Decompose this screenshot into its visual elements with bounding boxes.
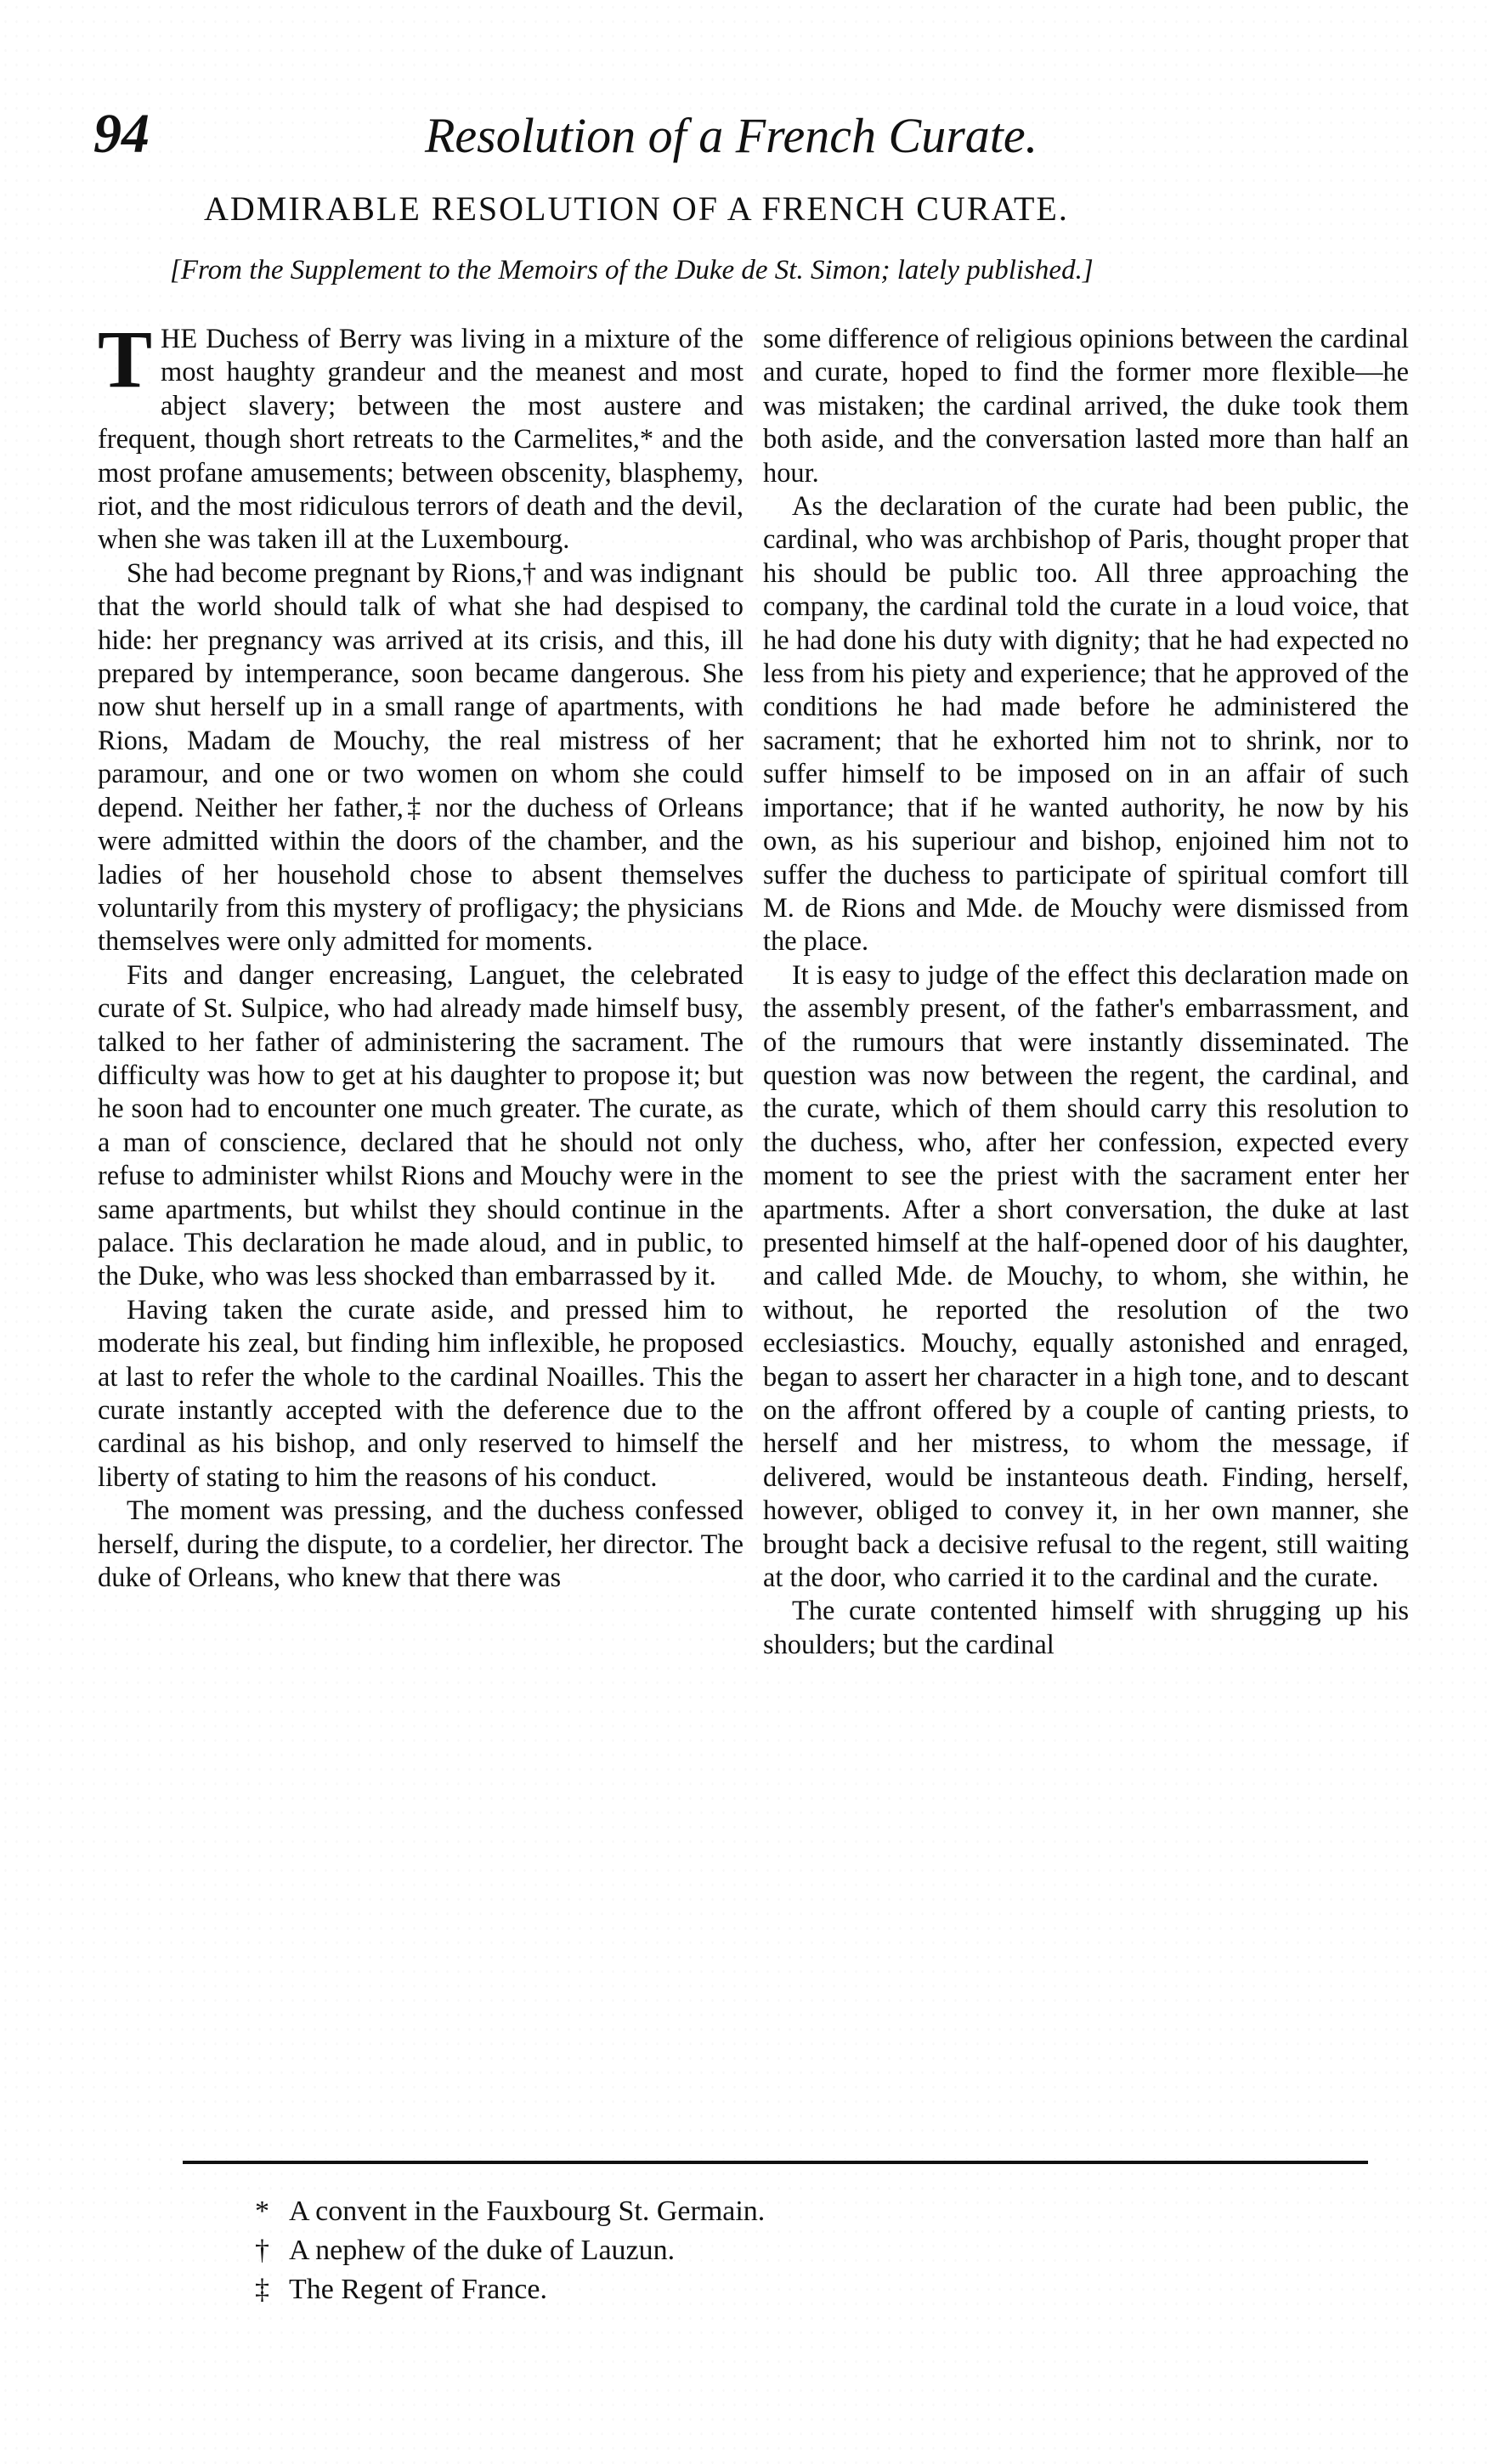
footnote: [255, 2192, 1360, 2231]
paragraph: As the declaration of the curate had been public, the cardinal, who was archbishop of Paris, thought proper that his should be public too. All three approaching the company, the cardinal told the curate in a loud voice, that he had done his duty with dignity; that he had expected no less from his piety and experience; that he approved of the conditions he had made before he administered the sacrament; that he exhorted him not to shrink, nor to suffer himself to be imposed on in an affair of such importance; that if he wanted authority, he now by his own, as his superiour and bishop, enjoined him not to suffer the duchess to participate of spiritual comfort till M. de Rions and Mde. de Mouchy were dismissed from the place.: [763, 491, 1409, 958]
footnote: [255, 2270, 1360, 2309]
paragraph: It is easy to judge of the effect this declaration made on the assembly present, of the father's embarrassment, and of the rumours that were instantly disseminated. The question was now between the regent, the cardinal, and the curate, which of them should carry this resolution to the duchess, who, after her confession, expected every moment to see the priest with the sacrament enter her apartments. After a short conversation, the duke at last presented himself at the half-opened door of his daughter, and called Mde. de Mouchy, to whom, she within, he without, he reported the resolution of the two ecclesiastics. Mouchy, equally astonished and enraged, began to assert her character in a high tone, and to descant on the affront offered by a couple of canting priests, to herself and her mistress, to whom the message, if delivered, would be instanteous death. Finding, herself, however, obliged to convey it, in her own manner, she brought back a decisive refusal to the regent, still waiting at the door, who carried it to the cardinal and the curate.: [763, 959, 1409, 1594]
page-header: [93, 102, 1368, 178]
paragraph-text: HE Duchess of Berry was living in a mixture of the most haughty grandeur and the meanest and most abject slavery; between the most austere and frequent, though short retreats to the Carmelites,* and the most profane amusements; between obscenity, blasphemy, riot, and the most ridiculous terrors of death and the devil, when she was taken ill at the Luxembourg.: [98, 324, 744, 556]
footnote-divider: [183, 2161, 1368, 2164]
paragraph: some difference of religious opinions between the cardinal and curate, hoped to find the former more flexible—he was mistaken; the cardinal arrived, the duke took them both aside, and the conversation lasted more than half an hour.: [763, 324, 1409, 489]
footnote-text: A nephew of the duke of Lauzun.: [289, 2235, 676, 2266]
paragraph: [98, 314, 744, 557]
running-title: Resolution of a French Curate.: [425, 108, 1038, 163]
drop-cap: T: [98, 314, 153, 404]
footnote-mark: *: [255, 2196, 269, 2227]
paragraph: The moment was pressing, and the duchess confessed herself, during the dispute, to a cordelier, her director. The duke of Orleans, who knew that there was: [98, 1495, 744, 1594]
footnote-text: The Regent of France.: [289, 2274, 547, 2305]
article-title: ADMIRABLE RESOLUTION OF A FRENCH CURATE.: [204, 189, 1069, 228]
footnote-mark: †: [255, 2235, 269, 2266]
footnotes: [255, 2192, 1360, 2309]
left-column: [98, 314, 744, 1595]
paragraph: Fits and danger encreasing, Languet, the celebrated curate of St. Sulpice, who had already made himself busy, talked to her father of administering the sacrament. The difficulty was how to get at his daughter to propose it; but he soon had to encounter one much greater. The curate, as a man of conscience, declared that he should not only refuse to administer whilst Rions and Mouchy were in the same apartments, but whilst they should continue in the palace. This declaration he made aloud, and in public, to the Duke, who was less shocked than embarrassed by it.: [98, 959, 744, 1292]
source-line: [From the Supplement to the Memoirs of the Duke de St. Simon; lately published.]: [170, 255, 1094, 285]
footnote: [255, 2231, 1360, 2270]
paragraph: The curate contented himself with shrugging up his shoulders; but the cardinal: [763, 1596, 1409, 1660]
page-number: 94: [93, 103, 150, 165]
footnote-text: A convent in the Fauxbourg St. Germain.: [289, 2196, 766, 2227]
paragraph: Having taken the curate aside, and pressed him to moderate his zeal, but finding him inflexible, he proposed at last to refer the whole to the cardinal Noailles. This the curate instantly accepted with the deference due to the cardinal as his bishop, and only reserved to himself the liberty of stating to him the reasons of his conduct.: [98, 1294, 744, 1493]
footnote-mark: ‡: [255, 2274, 269, 2305]
right-column: [763, 323, 1409, 1662]
paragraph: She had become pregnant by Rions,† and was indignant that the world should talk of what she had despised to hide: her pregnancy was arrived at its crisis, and this, ill prepared by intemperance, soon became dangerous. She now shut herself up in a small range of apartments, with Rions, Madam de Mouchy, the real mistress of her paramour, and one or two women on whom she could depend. Neither her father,‡ nor the duchess of Orleans were admitted within the doors of the chamber, and the ladies of her household chose to absent themselves voluntarily from this mystery of profligacy; the physicians themselves were only admitted for moments.: [98, 557, 744, 958]
